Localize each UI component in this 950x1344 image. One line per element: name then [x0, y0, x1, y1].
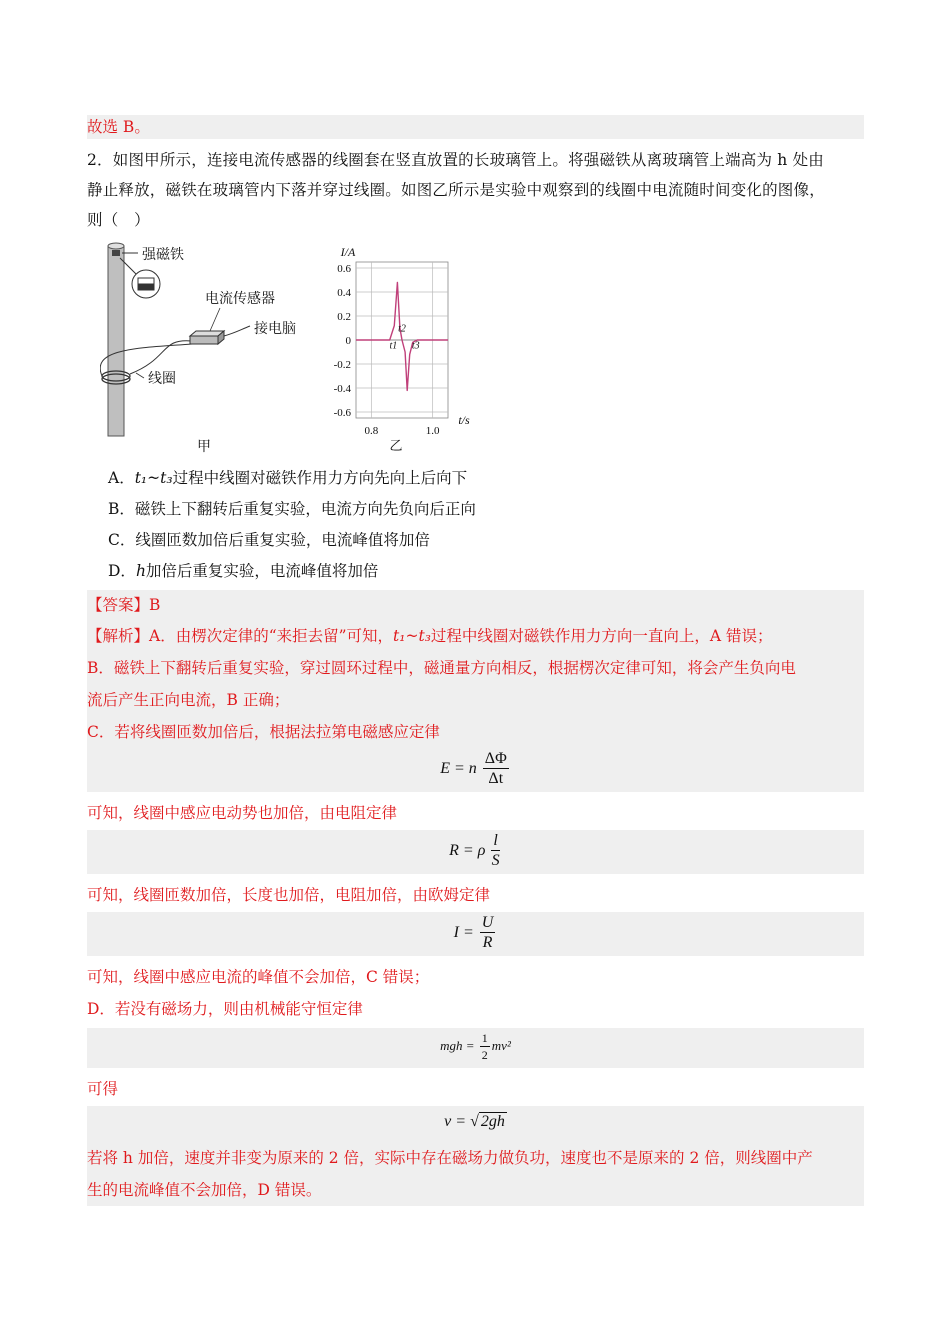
y-tick-label: 0.2	[337, 311, 351, 323]
label-computer: 接电脑	[254, 321, 296, 337]
f1-num: ΔΦ	[484, 750, 507, 767]
option-d[interactable]	[108, 559, 378, 583]
y-tick-label: -0.2	[333, 359, 351, 371]
label-sensor: 电流传感器	[205, 291, 275, 307]
figure-jia-caption: 甲	[197, 439, 211, 455]
question-line-3: 则（ ）	[87, 211, 150, 229]
option-d-text: 加倍后重复实验，电流峰值将加倍	[145, 562, 379, 580]
option-d-label: D．	[108, 562, 136, 580]
formula-energy	[87, 1028, 864, 1068]
label-magnet: 强磁铁	[142, 247, 184, 263]
x-tick-label: 0.8	[364, 425, 379, 437]
analysis-p1	[87, 620, 864, 652]
formula-resistance	[87, 830, 864, 874]
y-axis-label: I/A	[340, 245, 356, 259]
f4-right: mv²	[491, 1037, 511, 1053]
f2-num: l	[493, 832, 498, 849]
sqrt-sign: √	[470, 1113, 479, 1130]
annotation-t3: t3	[411, 340, 420, 352]
f1-left: E = n	[440, 760, 477, 778]
option-b[interactable]: B．磁铁上下翻转后重复实验，电流方向先负向后正向	[108, 500, 476, 518]
f2-left: R = ρ	[449, 842, 486, 860]
magnet-in-tube	[112, 250, 120, 256]
question-line-2: 静止释放，磁铁在玻璃管内下落并穿过线圈。如图乙所示是实验中观察到的线圈中电流随时间变化的图像，	[87, 181, 825, 199]
f3-left: I =	[453, 924, 474, 942]
f4-num: 1	[481, 1031, 488, 1045]
option-a-label: A．	[108, 469, 135, 487]
f5-root: 2gh	[480, 1113, 505, 1130]
y-tick-label: 0.6	[337, 263, 351, 275]
apparatus-diagram	[100, 238, 315, 458]
f1-den: Δt	[488, 770, 504, 787]
analysis-p6: 可知，线圈匝数加倍，长度也加倍，电阻加倍，由欧姆定律	[87, 886, 491, 904]
option-a[interactable]	[108, 466, 467, 490]
option-c[interactable]: C．线圈匝数加倍后重复实验，电流峰值将加倍	[108, 531, 430, 549]
y-tick-label: -0.6	[333, 407, 351, 419]
chart-caption: 乙	[389, 438, 403, 453]
f4-left: mgh =	[440, 1037, 475, 1053]
f3-den: R	[482, 934, 493, 951]
analysis-p2: B．磁铁上下翻转后重复实验，穿过圆环过程中，磁通量方向相反，根据楞次定律可知，将会产生负向电	[87, 652, 864, 684]
analysis-p1-tail: 过程中线圈对磁铁作用力方向一直向上，A 错误；	[430, 627, 773, 645]
analysis-p10: 若将 h 加倍，速度并非变为原来的 2 倍，实际中存在磁场力做负功，速度也不是原来的 2 倍，则线圈中产	[87, 1142, 864, 1174]
f4-den: 2	[481, 1048, 488, 1062]
question-line-1: 2．如图甲所示，连接电流传感器的线圈套在竖直放置的长玻璃管上。将强磁铁从离玻璃管上端高为 h 处由	[87, 151, 825, 169]
f3-num: U	[481, 914, 494, 931]
answer: 【答案】B	[87, 590, 864, 620]
analysis-p5: 可知，线圈中感应电动势也加倍，由电阻定律	[87, 804, 398, 822]
current-time-chart	[318, 240, 478, 460]
y-tick-label: 0.4	[337, 287, 351, 299]
annotation-t1: t1	[389, 340, 398, 352]
x-tick-label: 1.0	[425, 425, 440, 437]
formula-faraday	[87, 748, 864, 792]
figure-jia	[100, 238, 315, 458]
f5-left: v =	[444, 1113, 467, 1130]
option-d-h: h	[135, 562, 146, 580]
annotation-t2: t2	[398, 323, 406, 335]
analysis-p7: 可知，线圈中感应电流的峰值不会加倍，C 错误；	[87, 968, 430, 986]
analysis-p1-time: t₁~t₃	[393, 627, 431, 645]
analysis-p4: C．若将线圈匝数加倍后，根据法拉第电磁感应定律	[87, 716, 864, 748]
analysis-p9: 可得	[87, 1080, 119, 1098]
figure-yi-chart	[318, 240, 478, 460]
analysis-p11: 生的电流峰值不会加倍，D 错误。	[87, 1174, 864, 1206]
y-tick-label: -0.4	[333, 383, 351, 395]
f2-den: S	[491, 852, 500, 869]
formula-velocity	[87, 1106, 864, 1142]
option-a-text: 过程中线圈对磁铁作用力方向先向上后向下	[172, 469, 468, 487]
previous-answer-note: 故选 B。	[87, 115, 864, 139]
option-a-time: t₁~t₃	[134, 469, 173, 487]
analysis-p3: 流后产生正向电流，B 正确；	[87, 684, 864, 716]
analysis-p8: D．若没有磁场力，则由机械能守恒定律	[87, 1000, 363, 1018]
formula-ohm	[87, 912, 864, 956]
y-tick-label: 0	[345, 335, 351, 347]
current-sensor	[190, 336, 218, 344]
series-line	[356, 282, 448, 390]
analysis-p1-head: 【解析】A．由楞次定律的“来拒去留”可知，	[87, 627, 394, 645]
label-coil: 线圈	[148, 371, 176, 387]
glass-tube	[108, 246, 124, 436]
x-axis-label: t/s	[458, 413, 470, 427]
